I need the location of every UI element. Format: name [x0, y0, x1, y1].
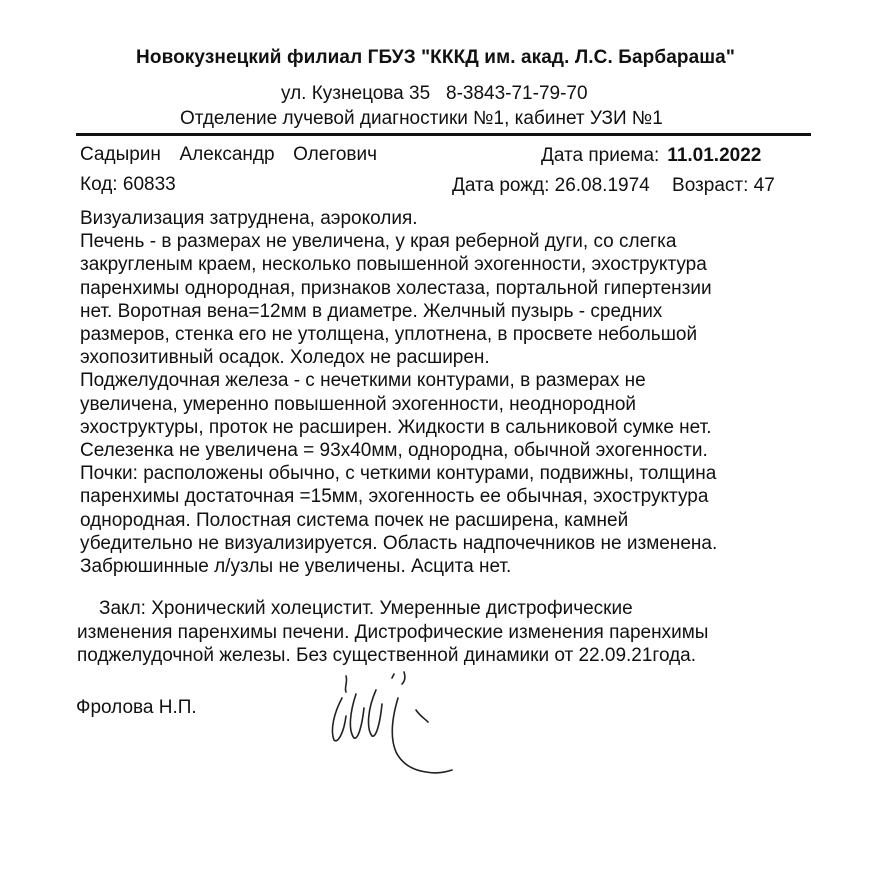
report-line: Забрюшинные л/узлы не увеличены. Асцита нет.: [80, 556, 512, 578]
age-label: Возраст:: [672, 175, 749, 196]
code-label: Код:: [80, 174, 118, 195]
age-value: 47: [753, 175, 775, 196]
department-name: Отделение лучевой диагностики №1, кабинет УЗИ №1: [180, 108, 663, 129]
report-line: эхопозитивный осадок. Холедох не расширен.: [80, 347, 490, 369]
report-line: Почки: расположены обычно, с четкими контурами, подвижны, толщина: [80, 463, 717, 485]
visit-date-row: [541, 145, 761, 167]
report-line: размеров, стенка его не утолщена, уплотнена, в просвете небольшой: [80, 324, 698, 346]
code-value: 60833: [122, 174, 176, 195]
report-line: паренхимы однородная, признаков холестаза, портальной гипертензии: [80, 277, 712, 299]
birth-date-value: 26.08.1974: [554, 175, 650, 196]
report-line: Визуализация затруднена, аэроколия.: [80, 208, 418, 229]
birth-age-row: [452, 175, 775, 197]
report-line: нет. Воротная вена=12мм в диаметре. Желчный пузырь - средних: [80, 300, 663, 322]
handwritten-signature: [316, 668, 456, 788]
conclusion-line: поджелудочной железы. Без существенной динамики от 22.09.21года.: [77, 645, 697, 666]
conclusion-line: Закл: Хронический холецистит. Умеренные дистрофические: [99, 598, 633, 619]
report-body: [80, 207, 800, 578]
report-line: убедительно не визуализируется. Область надпочечников не изменена.: [80, 532, 718, 554]
conclusion-block: [77, 597, 797, 668]
visit-date-label: Дата приема:: [541, 145, 660, 166]
conclusion-line: изменения паренхимы печени. Дистрофические изменения паренхимы: [77, 621, 709, 643]
report-line: увеличена, умеренно повышенной эхогенности, неоднородной: [80, 393, 637, 415]
patient-code: [80, 174, 176, 196]
report-line: однородная. Полостная система почек не расширена, камней: [80, 509, 629, 531]
report-line: Поджелудочная железа - с нечеткими контурами, в размерах не: [80, 370, 646, 392]
institution-title: Новокузнецкий филиал ГБУЗ "КККД им. акад. Л.С. Барбараша": [136, 47, 735, 68]
birth-date-label: Дата рожд:: [452, 175, 550, 196]
visit-date-value: 11.01.2022: [667, 145, 762, 166]
report-line: эхоструктуры, проток не расширен. Жидкости в сальниковой сумке нет.: [80, 416, 712, 438]
report-line: паренхимы достаточная =15мм, эхогенность ее обычная, эхоструктура: [80, 486, 709, 508]
report-line: закругленым краем, несколько повышенной эхогенности, эхоструктура: [80, 254, 707, 276]
header-divider: [76, 133, 811, 136]
patient-name: Садырин Александр Олегович: [80, 144, 378, 165]
institution-address: ул. Кузнецова 35 8-3843-71-79-70: [281, 83, 588, 104]
report-line: Печень - в размерах не увеличена, у края реберной дуги, со слегка: [80, 231, 677, 253]
report-line: Селезенка не увеличена = 93х40мм, однородна, обычной эхогенности.: [80, 440, 708, 462]
doctor-name: Фролова Н.П.: [76, 697, 197, 718]
